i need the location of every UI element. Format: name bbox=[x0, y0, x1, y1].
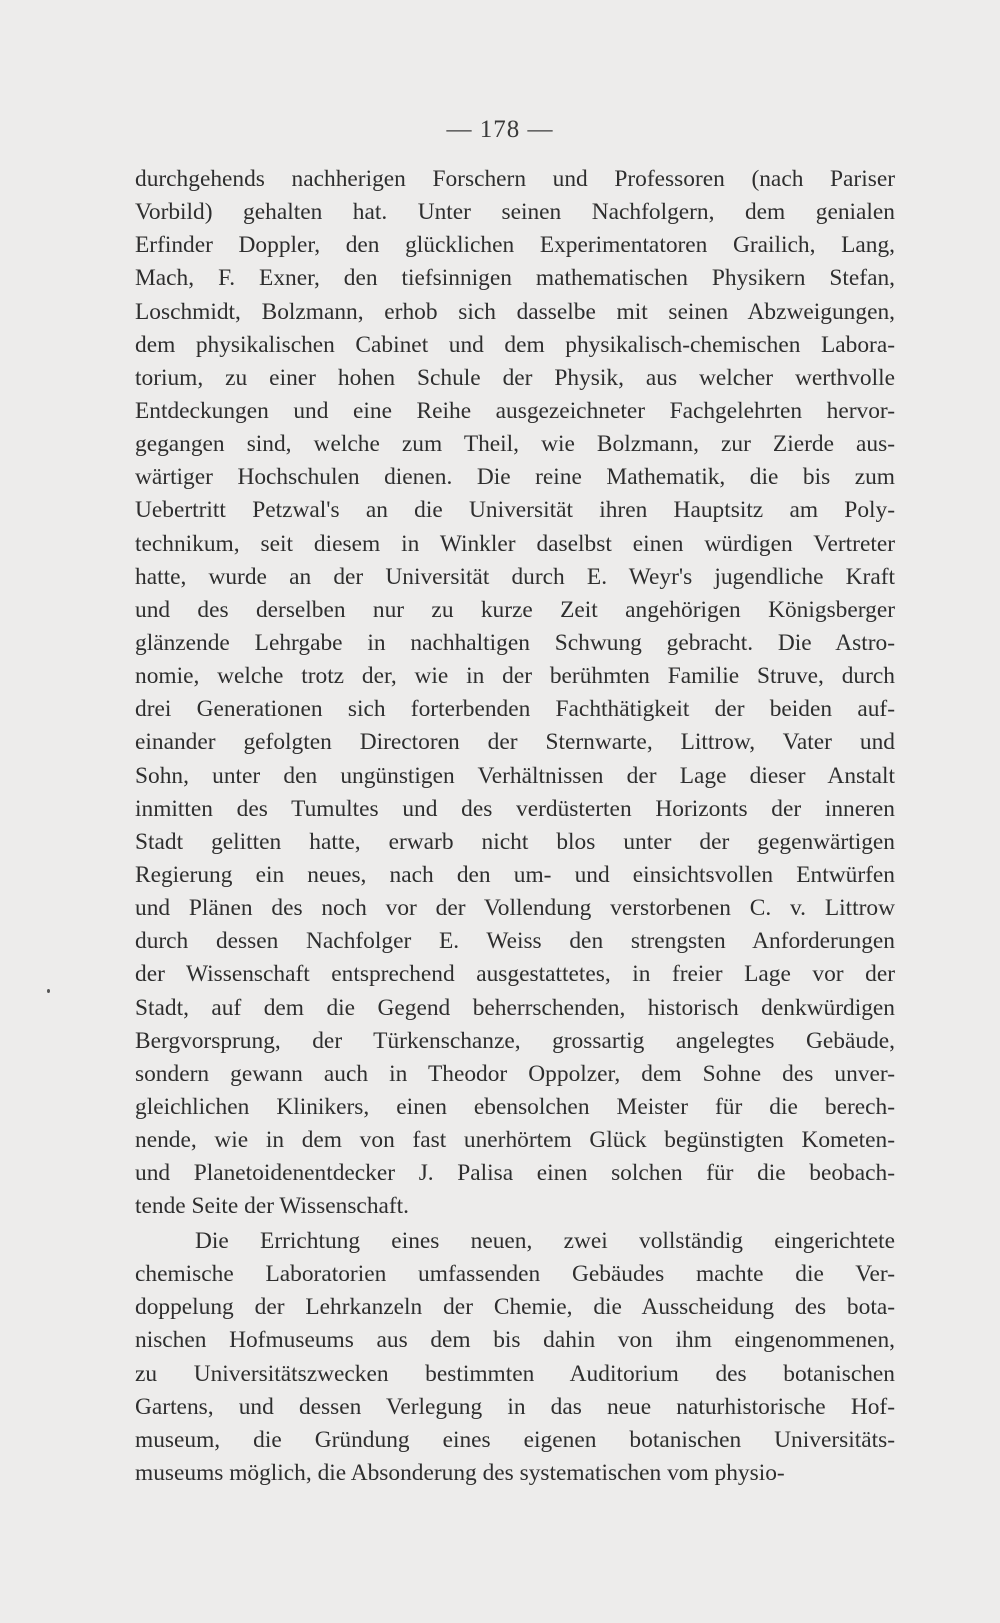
text-line: einander gefolgten Directoren der Sternwarte, Littrow, Vater und bbox=[135, 729, 895, 756]
text-line: Bergvorsprung, der Türkenschanze, grossartig angelegtes Gebäude, bbox=[135, 1027, 895, 1054]
margin-dot bbox=[47, 989, 50, 993]
text-line: durch dessen Nachfolger E. Weiss den strengsten Anforderungen bbox=[135, 928, 895, 955]
text-line: museum, die Gründung eines eigenen botanischen Universitäts- bbox=[135, 1426, 895, 1453]
text-line: Erfinder Doppler, den glücklichen Experimentatoren Grailich, Lang, bbox=[135, 232, 895, 259]
paragraph-2 bbox=[135, 1225, 895, 1490]
text-line: museums möglich, die Absonderung des systematischen vom physio- bbox=[135, 1459, 785, 1486]
text-line: technikum, seit diesem in Winkler daselbst einen würdigen Vertreter bbox=[135, 530, 895, 557]
text-line: hatte, wurde an der Universität durch E. Weyr's jugendliche Kraft bbox=[135, 563, 895, 590]
text-line: und Plänen des noch vor der Vollendung verstorbenen C. v. Littrow bbox=[135, 895, 895, 922]
text-line: Gartens, und dessen Verlegung in das neue naturhistorische Hof- bbox=[135, 1393, 895, 1420]
text-line: nomie, welche trotz der, wie in der berühmten Familie Struve, durch bbox=[135, 663, 895, 690]
text-line: drei Generationen sich forterbenden Fachthätigkeit der beiden auf- bbox=[135, 696, 895, 723]
text-line: Vorbild) gehalten hat. Unter seinen Nachfolgern, dem genialen bbox=[135, 199, 895, 226]
text-line: inmitten des Tumultes und des verdüsterten Horizonts der inneren bbox=[135, 795, 895, 822]
text-line: glänzende Lehrgabe in nachhaltigen Schwung gebracht. Die Astro- bbox=[135, 629, 895, 656]
text-line: Stadt, auf dem die Gegend beherrschenden, historisch denkwürdigen bbox=[135, 994, 895, 1021]
text-line: Mach, F. Exner, den tiefsinnigen mathematischen Physikern Stefan, bbox=[135, 265, 895, 292]
text-line: gleichlichen Klinikers, einen ebensolchen Meister für die berech- bbox=[135, 1093, 895, 1120]
text-line: und Planetoidenentdecker J. Palisa einen solchen für die beobach- bbox=[135, 1160, 895, 1187]
text-line: chemische Laboratorien umfassenden Gebäudes machte die Ver- bbox=[135, 1261, 895, 1288]
text-line: Regierung ein neues, nach den um- und einsichtsvollen Entwürfen bbox=[135, 861, 895, 888]
text-line: nende, wie in dem von fast unerhörtem Glück begünstigten Kometen- bbox=[135, 1127, 895, 1154]
page-number: — 178 — bbox=[446, 116, 554, 143]
text-line: Entdeckungen und eine Reihe ausgezeichneter Fachgelehrten hervor- bbox=[135, 397, 895, 424]
text-line: Loschmidt, Bolzmann, erhob sich dasselbe mit seinen Abzweigungen, bbox=[135, 298, 895, 325]
text-line: nischen Hofmuseums aus dem bis dahin von ihm eingenommenen, bbox=[135, 1327, 895, 1354]
text-line: der Wissenschaft entsprechend ausgestattetes, in freier Lage vor der bbox=[135, 961, 895, 988]
text-line: wärtiger Hochschulen dienen. Die reine Mathematik, die bis zum bbox=[135, 464, 895, 491]
text-line: gegangen sind, welche zum Theil, wie Bolzmann, zur Zierde aus- bbox=[135, 431, 895, 458]
text-line: torium, zu einer hohen Schule der Physik, aus welcher werthvolle bbox=[135, 364, 895, 391]
text-line: sondern gewann auch in Theodor Oppolzer, dem Sohne des unver- bbox=[135, 1060, 895, 1087]
text-line: zu Universitätszwecken bestimmten Auditorium des botanischen bbox=[135, 1360, 895, 1387]
text-line: durchgehends nachherigen Forschern und Professoren (nach Pariser bbox=[135, 166, 895, 192]
text-line: dem physikalischen Cabinet und dem physikalisch-chemischen Labora- bbox=[135, 331, 895, 358]
text-line: und des derselben nur zu kurze Zeit angehörigen Königsberger bbox=[135, 596, 895, 623]
paragraph-1 bbox=[135, 163, 895, 1224]
text-line: Uebertritt Petzwal's an die Universität ihren Hauptsitz am Poly- bbox=[135, 497, 895, 524]
text-line: Sohn, unter den ungünstigen Verhältnissen der Lage dieser Anstalt bbox=[135, 762, 895, 789]
text-line: doppelung der Lehrkanzeln der Chemie, die Ausscheidung des bota- bbox=[135, 1294, 895, 1321]
text-line: Die Errichtung eines neuen, zwei vollständig eingerichtete bbox=[195, 1228, 895, 1254]
text-line: Stadt gelitten hatte, erwarb nicht blos unter der gegenwärtigen bbox=[135, 828, 895, 855]
text-line: tende Seite der Wissenschaft. bbox=[135, 1193, 410, 1220]
